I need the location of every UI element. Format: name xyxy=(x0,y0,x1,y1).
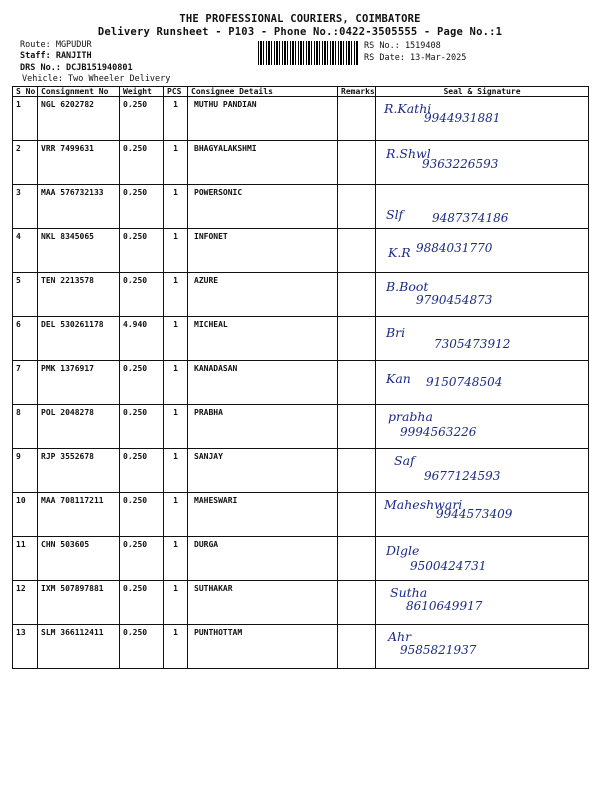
signature-cell xyxy=(376,581,589,625)
remarks-cell xyxy=(338,97,376,141)
col-pcs-header: PCS xyxy=(164,87,188,97)
signature-phone: 9944931881 xyxy=(424,111,501,125)
drs-label: DRS No.: DCJB151940801 xyxy=(20,63,133,73)
weight-value: 4.940 xyxy=(120,317,164,361)
col-sno-header: S No xyxy=(13,87,38,97)
signature-name: Maheshwari xyxy=(384,497,463,512)
table-row xyxy=(13,273,589,317)
signature-phone: 8610649917 xyxy=(406,599,483,613)
consignment-number: SLM 366112411 xyxy=(38,625,120,669)
row-sno: 8 xyxy=(13,405,38,449)
signature-phone: 7305473912 xyxy=(434,337,511,351)
signature-name: Dlgle xyxy=(386,543,420,558)
signature-phone: 9994563226 xyxy=(400,425,477,439)
remarks-cell xyxy=(338,405,376,449)
row-sno: 11 xyxy=(13,537,38,581)
signature-name: Kan xyxy=(386,371,411,386)
remarks-cell xyxy=(338,581,376,625)
row-sno: 4 xyxy=(13,229,38,273)
barcode xyxy=(258,41,358,65)
pcs-value: 1 xyxy=(164,625,188,669)
table-row xyxy=(13,361,589,405)
consignee-name: BHAGYALAKSHMI xyxy=(188,141,338,185)
runsheet-title: Delivery Runsheet - P103 - Phone No.:0422-3505555 - Page No.:1 xyxy=(97,26,503,38)
consignee-name: MAHESWARI xyxy=(188,493,338,537)
consignee-name: INFONET xyxy=(188,229,338,273)
remarks-cell xyxy=(338,537,376,581)
table-row xyxy=(13,581,589,625)
signature-cell xyxy=(376,97,589,141)
row-sno: 12 xyxy=(13,581,38,625)
col-consignment-header: Consignment No xyxy=(38,87,120,97)
signature-name: Bri xyxy=(386,325,406,340)
signature-name: Saf xyxy=(394,453,415,468)
consignee-name: MICHEAL xyxy=(188,317,338,361)
company-title: THE PROFESSIONAL COURIERS, COIMBATORE xyxy=(179,13,421,25)
row-sno: 5 xyxy=(13,273,38,317)
pcs-value: 1 xyxy=(164,97,188,141)
table-row xyxy=(13,405,589,449)
signature-phone: 9884031770 xyxy=(416,241,493,255)
remarks-cell xyxy=(338,449,376,493)
consignment-number: NGL 6202782 xyxy=(38,97,120,141)
table-row xyxy=(13,537,589,581)
rs-date: RS Date: 13-Mar-2025 xyxy=(364,53,467,63)
consignment-number: MAA 708117211 xyxy=(38,493,120,537)
signature-phone: 9487374186 xyxy=(432,211,509,225)
weight-value: 0.250 xyxy=(120,405,164,449)
row-sno: 10 xyxy=(13,493,38,537)
signature-phone: 9500424731 xyxy=(410,559,487,573)
col-remarks-header: Remarks xyxy=(338,87,376,97)
consignee-name: AZURE xyxy=(188,273,338,317)
pcs-value: 1 xyxy=(164,537,188,581)
row-sno: 2 xyxy=(13,141,38,185)
route-label: Route: MGPUDUR xyxy=(20,40,92,50)
weight-value: 0.250 xyxy=(120,361,164,405)
remarks-cell xyxy=(338,141,376,185)
table-row xyxy=(13,317,589,361)
weight-value: 0.250 xyxy=(120,273,164,317)
signature-cell xyxy=(376,141,589,185)
row-sno: 9 xyxy=(13,449,38,493)
pcs-value: 1 xyxy=(164,449,188,493)
signature-cell xyxy=(376,185,589,229)
weight-value: 0.250 xyxy=(120,97,164,141)
signature-name: prabha xyxy=(388,409,433,424)
consignment-number: RJP 3552678 xyxy=(38,449,120,493)
weight-value: 0.250 xyxy=(120,449,164,493)
pcs-value: 1 xyxy=(164,229,188,273)
table-row xyxy=(13,185,589,229)
signature-phone: 9585821937 xyxy=(400,643,477,657)
weight-value: 0.250 xyxy=(120,229,164,273)
staff-label: Staff: RANJITH xyxy=(20,51,92,61)
signature-name: B.Boot xyxy=(386,279,429,294)
pcs-value: 1 xyxy=(164,361,188,405)
pcs-value: 1 xyxy=(164,273,188,317)
signature-cell xyxy=(376,405,589,449)
consignment-number: MAA 576732133 xyxy=(38,185,120,229)
signature-cell xyxy=(376,273,589,317)
col-consignee-header: Consignee Details xyxy=(188,87,338,97)
remarks-cell xyxy=(338,493,376,537)
signature-phone: 9150748504 xyxy=(426,375,503,389)
signature-name: R.Shwl xyxy=(386,146,431,161)
signature-name: Slf xyxy=(386,207,404,222)
signature-name: R.Kathi xyxy=(384,101,432,116)
remarks-cell xyxy=(338,625,376,669)
consignment-number: NKL 8345065 xyxy=(38,229,120,273)
consignment-number: IXM 507897881 xyxy=(38,581,120,625)
consignee-name: MUTHU PANDIAN xyxy=(188,97,338,141)
signature-name: Sutha xyxy=(390,585,428,600)
weight-value: 0.250 xyxy=(120,141,164,185)
table-row xyxy=(13,625,589,669)
signature-phone: 9944573409 xyxy=(436,507,513,521)
consignee-name: PUNTHOTTAM xyxy=(188,625,338,669)
consignee-name: SANJAY xyxy=(188,449,338,493)
table-header-row xyxy=(13,87,589,97)
remarks-cell xyxy=(338,361,376,405)
col-signature-header: Seal & Signature xyxy=(376,87,589,97)
signature-cell xyxy=(376,493,589,537)
pcs-value: 1 xyxy=(164,317,188,361)
consignment-number: PMK 1376917 xyxy=(38,361,120,405)
signature-name: Ahr xyxy=(388,629,412,644)
table-row xyxy=(13,141,589,185)
pcs-value: 1 xyxy=(164,493,188,537)
consignment-number: TEN 2213578 xyxy=(38,273,120,317)
rs-number: RS No.: 1519408 xyxy=(364,41,441,51)
signature-phone: 9790454873 xyxy=(416,293,493,307)
consignee-name: SUTHAKAR xyxy=(188,581,338,625)
remarks-cell xyxy=(338,229,376,273)
runsheet-table xyxy=(12,86,589,669)
remarks-cell xyxy=(338,273,376,317)
weight-value: 0.250 xyxy=(120,625,164,669)
remarks-cell xyxy=(338,317,376,361)
pcs-value: 1 xyxy=(164,581,188,625)
signature-cell xyxy=(376,625,589,669)
weight-value: 0.250 xyxy=(120,185,164,229)
consignee-name: POWERSONIC xyxy=(188,185,338,229)
weight-value: 0.250 xyxy=(120,581,164,625)
signature-cell xyxy=(376,537,589,581)
table-row xyxy=(13,493,589,537)
consignment-number: CHN 503605 xyxy=(38,537,120,581)
signature-cell xyxy=(376,229,589,273)
vehicle-label: Vehicle: Two Wheeler Delivery xyxy=(22,74,171,84)
table-row xyxy=(13,97,589,141)
consignment-number: POL 2048278 xyxy=(38,405,120,449)
pcs-value: 1 xyxy=(164,141,188,185)
row-sno: 3 xyxy=(13,185,38,229)
row-sno: 1 xyxy=(13,97,38,141)
signature-cell xyxy=(376,361,589,405)
signature-cell xyxy=(376,449,589,493)
row-sno: 7 xyxy=(13,361,38,405)
weight-value: 0.250 xyxy=(120,537,164,581)
consignee-name: DURGA xyxy=(188,537,338,581)
pcs-value: 1 xyxy=(164,185,188,229)
signature-phone: 9363226593 xyxy=(422,157,499,171)
consignment-number: DEL 530261178 xyxy=(38,317,120,361)
signature-phone: 9677124593 xyxy=(424,469,501,483)
signature-cell xyxy=(376,317,589,361)
remarks-cell xyxy=(338,185,376,229)
col-weight-header: Weight xyxy=(120,87,164,97)
consignment-number: VRR 7499631 xyxy=(38,141,120,185)
row-sno: 13 xyxy=(13,625,38,669)
weight-value: 0.250 xyxy=(120,493,164,537)
consignee-name: KANADASAN xyxy=(188,361,338,405)
signature-name: K.R xyxy=(388,245,411,260)
consignee-name: PRABHA xyxy=(188,405,338,449)
row-sno: 6 xyxy=(13,317,38,361)
table-row xyxy=(13,229,589,273)
table-row xyxy=(13,449,589,493)
pcs-value: 1 xyxy=(164,405,188,449)
